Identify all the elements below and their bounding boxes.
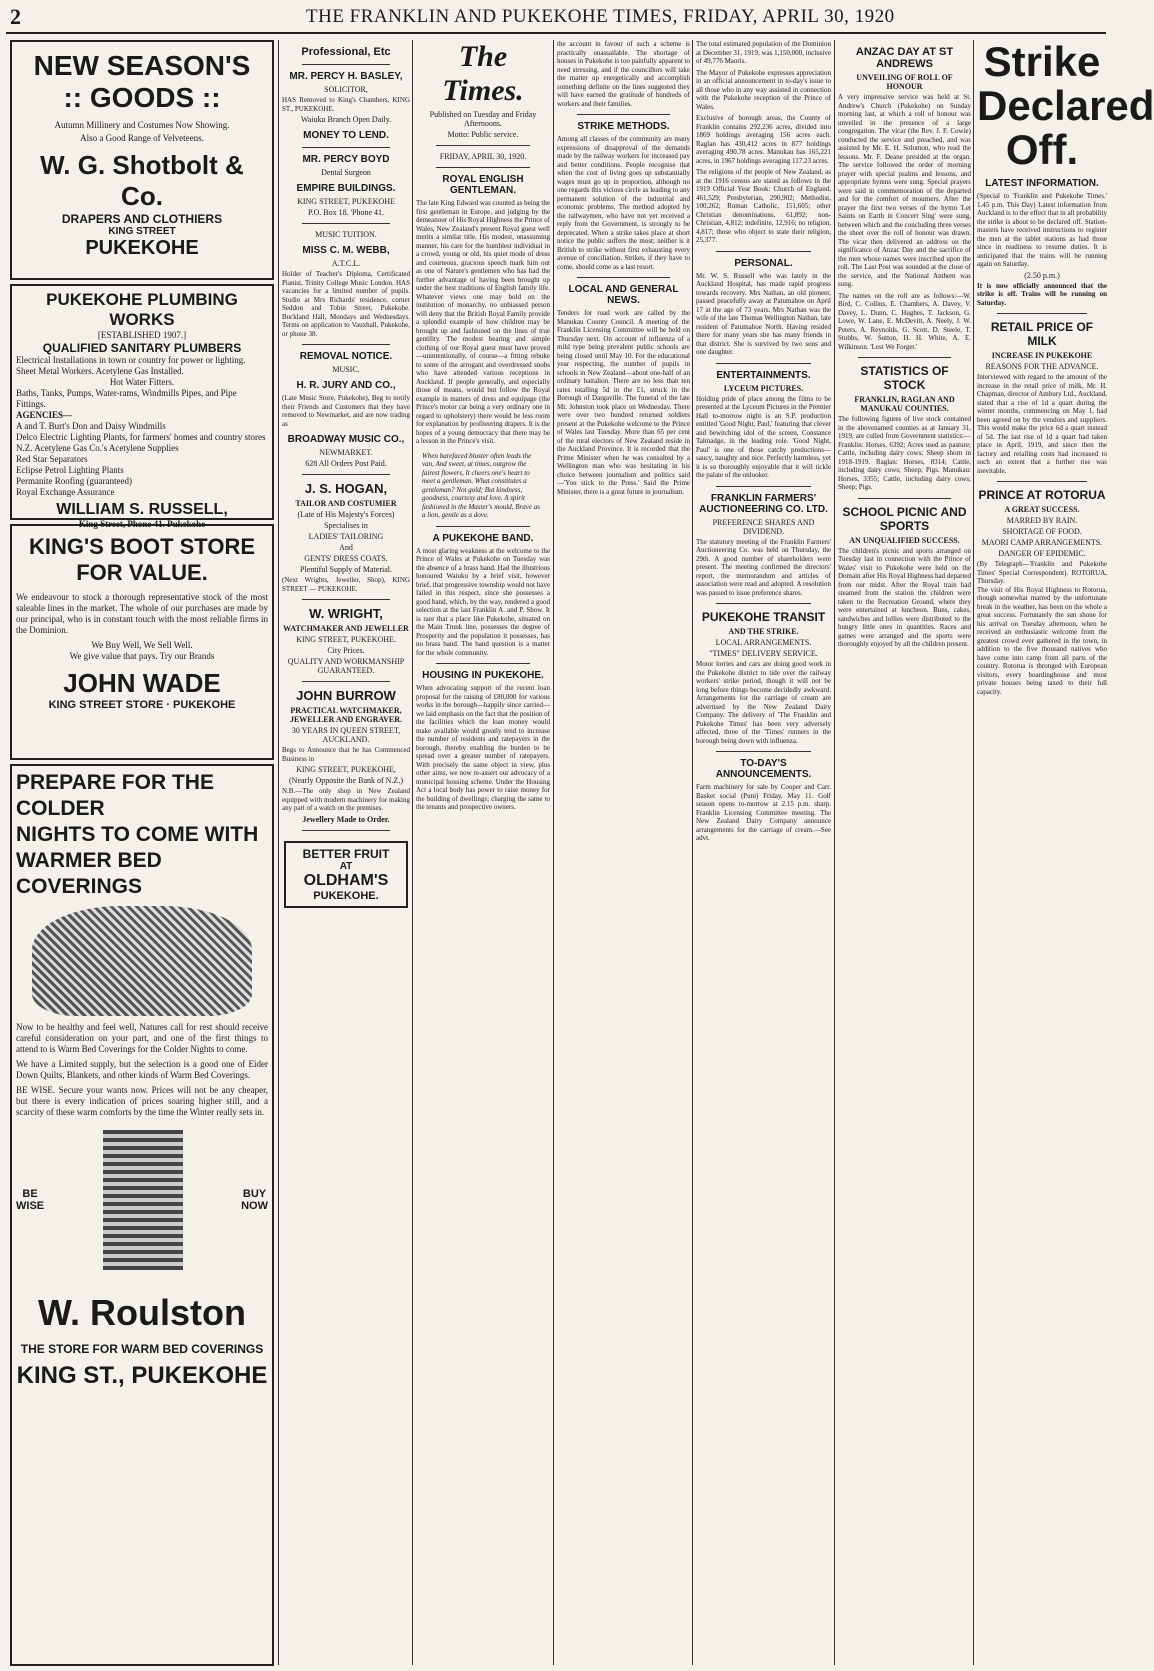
- ad-town: PUKEKOHE: [85, 237, 199, 259]
- article-body: The visit of His Royal Highness to Rotorua, though somewhat marred by the unfortunate break in the weather, has been on the whole a great success. Fortunately the sun shone for his arrival on Tuesday afternoon, when he received an enthusiastic welcome from the greatest crowd ever gathered in the town, in addition to the five thousand natives who have come into camp from all parts of the country. Rotorua is thronged with European visitors, every boardinghouse and most private houses being taxed to their full capacity.: [977, 585, 1107, 696]
- card-text: (Late of His Majesty's Forces): [297, 510, 395, 519]
- ad-plumbing-works: [10, 284, 274, 529]
- card-text: (Nearly Opposite the Bank of N.Z.): [289, 776, 403, 785]
- ad-text: Sheet Metal Workers. Acetylene Gas Installed.: [16, 366, 184, 376]
- ad-agencies-label: AGENCIES—: [16, 410, 73, 420]
- strike-headline: Off.: [1005, 126, 1079, 173]
- article-body: Farm machinery for sale by Cooper and Carr. Basket social (Puni) Friday, May 11. Golf season opens to-morrow at 2.15 p.m. sharp. Franklin Licensing Committee meeting. The New Zealand Dairy Company announce arrangements for the carriage of cream.—See advt.: [696, 783, 831, 842]
- article-subheading: PREFERENCE SHARES AND DIVIDEND.: [712, 517, 815, 536]
- strike-headline: Strike: [983, 38, 1101, 85]
- card-text: Specialises in: [324, 521, 368, 530]
- column-professional: [282, 40, 410, 1665]
- card-text: Plentiful Supply of Material.: [300, 565, 392, 574]
- card-label: MUSIC.: [332, 365, 360, 374]
- article-heading: STATISTICS OF STOCK: [860, 364, 949, 392]
- divider: [302, 344, 390, 345]
- ad-slogan: NOW: [241, 1200, 268, 1212]
- ad-agency: Red Star Separators: [16, 454, 88, 464]
- editorial-date: FRIDAY, APRIL 30, 1920.: [439, 152, 527, 161]
- ad-text: We Buy Well, We Sell Well.: [91, 640, 193, 650]
- ad-business-name: W. G. Shotbolt & Co.: [40, 150, 244, 211]
- card-text: Begs to Announce that he has Commenced Business in: [282, 746, 410, 763]
- ad-headline: :: GOODS ::: [63, 82, 221, 113]
- article-subheading: LYCEUM PICTURES.: [723, 383, 804, 393]
- column-advertisements: [8, 40, 276, 1665]
- article-heading: HOUSING IN PUKEKOHE.: [422, 670, 544, 681]
- article-body: The children's picnic and sports arranged on Tuesday last in connection with the Prince of Wales' visit to Pukekohe were held on the Domain after His Royal Highness had departed from our midst. After the Royal train had steamed from the station the children were taken to the Recreation Ground, where they were entertained at luncheon. Buns, cakes, sandwiches and lollies were distributed to the hungry little ones in quantities. Races and games were arranged and the sports were thoroughly enjoyed by all the children present.: [838, 546, 971, 648]
- article-heading: ENTERTAINMENTS.: [716, 369, 811, 381]
- article-body: Mr. W. S. Russell who was lately in the Auckland Hospital, has made rapid progress towards recovery. Mrs Nathan, an old pioneer, passed peacefully away at Patumahoe on April 17 at the age of 73 years. Mrs Nathan was the wife of the late Thomas Wellington Nathan, late resident of Patumahoe North. Having resided there for many years she has many friends in that district. She is survived by two sons and one daughter.: [696, 271, 831, 356]
- ad-address: KING ST., PUKEKOHE: [16, 1362, 268, 1389]
- editorial-title: The Times.: [442, 40, 524, 107]
- ad-shotbolt: [10, 40, 274, 280]
- article-body: The Mayor of Pukekohe expresses appreciation in an official announcement in to-day's issue to all those who in any way assisted in connection with the Pukekohe reception of the Prince of Wales.: [696, 68, 831, 111]
- column-editorial: [416, 40, 550, 1665]
- ad-business-name: OLDHAM'S: [303, 871, 389, 889]
- ad-established: [ESTABLISHED 1907.]: [97, 330, 187, 340]
- ad-text: Also a Good Range of Velveteens.: [80, 133, 204, 143]
- column-rule: [834, 40, 835, 1665]
- article-body: Interviewed with regard to the amount of the increase in the retail price of milk, Mr. H. Chapman, director of Ambury Ltd., Auckland, stated that a rise of 1d a quart during the winter months, commencing on May 1, had been agreed on by the vendors and suppliers. This would make the price 6d a quart instead of 5d. The last rise of 1d a quart had taken place in April, 1919, and since then the factory and retailing costs had increased to such an extent that a further rise was inevitable.: [977, 373, 1107, 475]
- motto: Motto: Public service.: [447, 130, 519, 139]
- ad-headline: WARMER BED COVERINGS: [16, 849, 162, 898]
- blankets-illustration: [103, 1130, 183, 1270]
- article-body: It is now officially announced that the strike is off. Trains will be running on Saturday.: [977, 281, 1107, 307]
- divider: [302, 599, 390, 600]
- article-body: A most glaring weakness at the welcome to the Prince of Wales at Pukekohe on Tuesday was the absence of a brass band. Had the illustrious honoured Waiuku by a brief visit, however brief, that progressive township would not have failed in this respect, since she possesses a good band, which, by the way, rendered a good selection at the last Franklin A. and P. Show. It is rare that a place like Pukekohe, situated on the Main Trunk line, possesses the degree of Prosperity and the population it possesses, has no brass band. The band question is a matter for the whole community.: [416, 546, 550, 657]
- divider: [302, 830, 390, 831]
- article-subheading: AND THE STRIKE.: [728, 627, 799, 636]
- strike-headline: Declared: [977, 82, 1154, 129]
- divider: [858, 498, 951, 499]
- ad-address: King Street, Phone 41. Pukekohe: [78, 519, 206, 529]
- article-dateline: (By Telegraph—'Franklin and Pukekohe Times' Special Correspondent). ROTORUA, Thursday.: [977, 560, 1107, 585]
- article-subheading: SHORTAGE OF FOOD.: [1002, 527, 1082, 536]
- article-heading: LOCAL AND GENERAL NEWS.: [568, 284, 679, 306]
- divider: [716, 363, 811, 364]
- ad-headline: NEW SEASON'S: [33, 50, 251, 81]
- column-news-1: [557, 40, 690, 1665]
- card-text: HAS Removed to King's Chambers, KING ST., PUKEKOHE.: [282, 96, 410, 113]
- article-heading: SCHOOL PICNIC AND SPORTS: [842, 504, 967, 533]
- article-heading: PUKEKOHE TRANSIT: [701, 610, 826, 624]
- ad-subhead: QUALIFIED SANITARY PLUMBERS: [42, 341, 242, 355]
- card-name: H. R. JURY AND CO.,: [296, 380, 396, 391]
- article-subheading: DANGER OF EPIDEMIC.: [998, 549, 1086, 558]
- ad-oldhams: [284, 841, 408, 908]
- card-title: SOLICITOR,: [324, 85, 368, 94]
- divider: [716, 251, 811, 252]
- divider: [716, 751, 811, 752]
- column-rule: [692, 40, 693, 1665]
- ad-tagline: THE STORE FOR WARM BED COVERINGS: [20, 1342, 264, 1356]
- divider: [716, 603, 811, 604]
- ad-text: Now to be healthy and feel well, Natures call for rest should receive careful consideration on your part, and one of the first things to attend to is Warm Bed Coverings for the Colder Nights to come.: [16, 1022, 268, 1054]
- article-subheading: LATEST INFORMATION.: [985, 178, 1099, 189]
- ad-slogan: BE: [22, 1188, 38, 1200]
- card-text: City Prices.: [327, 646, 365, 655]
- ad-business-name: W. Roulston: [38, 1292, 246, 1333]
- card-town: NEWMARKET.: [319, 448, 373, 457]
- ad-text: BETTER FRUIT: [302, 846, 390, 861]
- card-street: KING STREET, PUKEKOHE.: [296, 635, 396, 644]
- ad-agency: N.Z. Acetylene Gas Co.'s Acetylene Supplies: [16, 443, 179, 453]
- ad-agency: Permanite Roofing (guaranteed): [16, 476, 132, 486]
- article-heading: PERSONAL.: [734, 257, 793, 269]
- card-notice: MONEY TO LEND.: [303, 130, 389, 141]
- ad-headline: PREPARE FOR THE COLDER: [16, 771, 214, 820]
- card-text: And: [339, 543, 353, 552]
- ad-business-name: JOHN WADE: [63, 668, 221, 698]
- card-text: GENTS' DRESS COATS.: [304, 554, 388, 563]
- ad-text: We have a Limited supply, but the selection is a good one of Eider Down Quilts, Blankets, and other kinds of Warm Bed Coverings.: [16, 1059, 268, 1080]
- article-heading: FRANKLIN FARMERS' AUCTIONEERING CO. LTD.: [699, 492, 828, 515]
- card-text: 628 All Orders Post Paid.: [305, 459, 387, 468]
- divider: [858, 357, 951, 358]
- column-rule: [412, 40, 413, 1665]
- card-name: J. S. HOGAN,: [304, 481, 388, 496]
- ad-business-name: WILLIAM S. RUSSELL,: [56, 501, 228, 518]
- ad-slogan: WISE: [16, 1200, 45, 1212]
- ad-kings-boot-store: [10, 524, 274, 760]
- column-rule: [278, 40, 279, 1665]
- divider: [716, 486, 811, 487]
- divider: [302, 474, 390, 475]
- ad-text: We endeavour to stock a thorough representative stock of the most saleable lines in the market. The whole of our purchases are made by our principal, who is in constant touch with the most reliable firms in the Dominion.: [16, 592, 268, 635]
- article-body: Among all classes of the community are many expressions of disapproval of the demands made by the railway workers for increased pay and better conditions. People recognise that when the cost of living goes up substantially wages must go up in proportion, although no one regards this vicious circle as leading to any permanent solution of the industrial and economic problems. The method adopted by the railwaymen, who have not yet received a reply from the Government, is strongly to be deprecated. When a strike takes place at short notice the public suffers the most; neither is it British to strike without first exhausting every avenue of conciliation. Strikes, if they have to come, should come as a last resort.: [557, 135, 690, 271]
- card-text: (Late Music Store, Pukekohe), Beg to notify their Friends and Customers that they have removed to Newmarket, and are now trading as: [282, 394, 410, 428]
- article-body: the account in favour of such a scheme is practically unassailable. The shortage of houses in Pukekohe is too painfully apparent to need stressing, and if the councillors will take the matter up energetically and accomplish something definite on the lines suggested they will have earned the gratitude of hundreds of workers and their families.: [557, 40, 690, 108]
- divider: [577, 277, 670, 278]
- ad-street: KING STREET: [108, 226, 176, 237]
- divider: [436, 145, 530, 146]
- divider: [997, 481, 1087, 482]
- card-text: Waiuku Branch Open Daily.: [300, 115, 392, 124]
- card-text: LADIES' TAILORING: [308, 532, 384, 541]
- ad-agency: Delco Electric Lighting Plants, for farmers' homes and country stores: [16, 432, 266, 442]
- article-time: (2.50 p.m.): [1024, 270, 1060, 280]
- ad-headline: PUKEKOHE PLUMBING WORKS: [46, 290, 238, 329]
- article-heading: ROYAL ENGLISH GENTLEMAN.: [442, 174, 524, 196]
- card-name: MR. PERCY BOYD: [302, 154, 390, 165]
- ad-address: KING STREET STORE · PUKEKOHE: [48, 699, 236, 711]
- column-rule: [553, 40, 554, 1665]
- article-subheading: MAORI CAMP ARRANGEMENTS.: [981, 538, 1103, 547]
- ad-headline: NIGHTS TO COME WITH: [16, 823, 259, 846]
- ad-text: Baths, Tanks, Pumps, Water-rams, Windmills Pipes, and Pipe Fittings.: [16, 388, 237, 409]
- article-heading: RETAIL PRICE OF MILK: [990, 320, 1094, 348]
- card-text: Jewellery Made to Order.: [302, 814, 390, 824]
- page-number: 2: [10, 4, 21, 29]
- newspaper-title: THE FRANKLIN AND PUKEKOHE TIMES, FRIDAY, APRIL 30, 1920: [306, 6, 895, 27]
- card-address: (Next Wrights, Jeweller, Shop), KING STREET — PUKEKOHE.: [282, 576, 410, 593]
- card-label: MUSIC TUITION.: [315, 230, 377, 239]
- column-news-4: [977, 38, 1154, 1665]
- ad-text: Autumn Millinery and Costumes Now Showing.: [54, 120, 230, 130]
- article-subheading: A GREAT SUCCESS.: [1004, 505, 1080, 514]
- divider: [302, 223, 390, 224]
- article-subheading: UNVEILING OF ROLL OF HONOUR: [856, 73, 953, 91]
- article-heading: A PUKEKOHE BAND.: [432, 532, 534, 544]
- article-body: The religions of the people of New Zealand, as at the 1916 census are stated as follows in the 1919 Official Year Book: Church of England, 461,529; Presbyterian, 290,902; Methodist, 100,262; Roman Catholic, 151,605; other Christian denominations, 61,892; non-Christian, 4,812; indefinite, 12,916; no religion, 4,817; those who object to state their religion, 25,377.: [696, 168, 831, 244]
- divider: [577, 114, 670, 115]
- article-body: The total estimated population of the Dominion at December 31, 1919, was 1,150,000, inclusive of 49,776 Maoris.: [696, 40, 831, 65]
- card-name: MR. PERCY H. BASLEY,: [289, 71, 403, 82]
- ad-headline: FOR VALUE.: [76, 560, 208, 585]
- card-label: REMOVAL NOTICE.: [299, 351, 393, 362]
- column-news-3: [838, 40, 971, 1665]
- article-body: Exclusive of borough areas, the County of Franklin contains 292,236 acres, divided into 1869 holdings averaging 156 acres each. Raglan has 430,412 acres in 877 holdings averaging 490.78 acres. Manukau has 165,221 acres, in 1967 holdings averaging 117.23 acres.: [696, 114, 831, 165]
- card-contact: P.O. Box 18. 'Phone 41.: [307, 208, 385, 217]
- card-street: KING STREET, PUKEKOHE,: [296, 765, 396, 774]
- column-rule: [973, 40, 974, 1665]
- divider: [302, 64, 390, 65]
- article-subheading: MARRED BY RAIN.: [1006, 516, 1078, 525]
- article-subheading: INCREASE IN PUKEKOHE: [991, 351, 1093, 360]
- card-trade: WATCHMAKER AND JEWELLER: [283, 624, 409, 633]
- card-trade: TAILOR AND COSTUMIER: [295, 499, 397, 508]
- card-street: KING STREET, PUKEKOHE: [297, 197, 395, 206]
- ad-agency: Eclipse Petrol Lighting Plants: [16, 465, 124, 475]
- article-subheading: FRANKLIN, RAGLAN AND MANUKAU COUNTIES.: [854, 395, 955, 413]
- article-body: The following figures of live stock contained in the abovenamed counties as at January 31, 1919, are culled from Government statistics:—Franklin: Horses, 6392; Acres used as pasture; Cattle, including dairy cows; Sheep shorn in 1918-1919. Raglan: Horses, 8314; Cattle, including dairy cows; Sheep; Pigs. Manukau: Horses, 3355; Cattle, including dairy cows; Sheep; Pigs.: [838, 415, 971, 491]
- card-text: 30 YEARS IN QUEEN STREET, AUCKLAND.: [291, 726, 401, 744]
- article-body: A very impressive service was held at St. Andrew's Church (Pukekohe) on Sunday morning last, at which a roll of honour was unveiled in the presence of a large congregation. The vicar (the Rev. J. F. Cowie) conducted the service and preached, and was assisted by Mr. E. H. Solomon, who read the lessons. Mr. F. Deane presided at the organ. The service followed the order of morning prayer with special psalms and lessons, and appropriate hymns were sung. Special prayers were said in commemoration of the departed and for the comfort of mourners. After the prayer the first two verses of the hymn 'Let Saints on Earth in Concert Sing' were sung, between which and the concluding three verses the sheet over the roll of honour was drawn. The vicar then delivered an address on the significance of Anzac Day and the sacrifice of the men whose names were inscribed upon the roll. The Last Post was sounded at the close of the service, and the National Anthem was sung.: [838, 93, 971, 288]
- article-heading: TO-DAY'S ANNOUNCEMENTS.: [715, 758, 812, 780]
- publication-note: Published on Tuesday and Friday Afternoons.: [429, 110, 537, 128]
- article-body: Holding pride of place among the films to be presented at the Lyceum Pictures in the Premier Hall to-morrow night is an S.P. production entitled 'Good Night, Paul,' featuring that clever and bewitching idol of the screen, Constance Talmadge, in the leading role. 'Good Night, Paul' is one of those catchy productions—saucy, naughty and nice. Perfectly harmless, yet it is so thoroughly enjoyable that it will tickle the palate of the onlooker.: [696, 394, 831, 479]
- article-body: Tenders for road work are called by the Manukau County Council. A meeting of the Franklin Licensing Committee will be held on Thursday next. On account of influenza of a mild type being prevalent public schools are being closed until May 10. For the educational year respecting, the number of pupils in schools in New Zealand—about one-half of an ordinary battalion. There are no less than ten rates totalling 5d in the £1, struck in the Borough of Dargaville. The funeral of the late Mr. Johnston took place on Wednesday. There were over two hundred returned soldiers present at the Pukekohe welcome to the Prince of Wales last Tuesday. More than 65 per cent of the rural electors of New Zealand reside in the Auckland Province. It is recorded that the Prime Minister when he was consulted by a Wellington man who was hesitating in his choice between journalism and politics said—'You stick to the Press.' Said the Prime Minister, there is a great future in journalism.: [557, 309, 690, 496]
- article-heading: ANZAC DAY AT ST ANDREWS: [855, 46, 954, 70]
- article-subheading: AN UNQUALIFIED SUCCESS.: [849, 535, 960, 545]
- article-body: The statutory meeting of the Franklin Farmers' Auctioneering Co. was held on Thursday, the 29th. A good number of shareholders were present. The meeting confirmed the directors' report, the memorandum and articles of association were read and adopted. A resolution was passed to issue preference shares.: [696, 537, 831, 597]
- divider: [997, 313, 1087, 314]
- ad-text: Electrical Installations in town or country for power or lighting.: [16, 355, 246, 365]
- ad-text: Hot Water Fitters.: [109, 377, 175, 387]
- article-body: Motor lorries and cars are doing good work in the Pukekohe district to tide over the railway workers' strike period, though it will not be long before things become decidedly awkward. Arrangements for the carriage of cream are advertised by the New Zealand Dairy Company. The delivery of 'The Franklin and Pukekohe Times' has been very adversely affected, three of the 'Times' runners in the borough being down with influenza.: [696, 660, 831, 745]
- ad-text: AT: [339, 860, 353, 872]
- section-heading: Professional, Etc: [301, 46, 391, 58]
- article-body: The late King Edward was counted as being the first gentleman in Europe, and judging by the demeanour of His Royal Highness the Prince of Wales, New Zealand's present Royal guest well merits a similar title. His modest, unassuming manner, his care for the humblest individual in a crowd, young or old, his quiet mode of dress and courteous, gracious speech mark him out as one of Nature's gentlemen who has had the further advantage of having been brought up under the best traditions of English family life. Whatever views one may hold on the institution of monarchy, no unbiassed person will deny that the British Royal Family provide a splendid example of how children may be brought up and fashioned on the lines of true gentility. The modest bearing and simple clothing of our Royal guest must have proved—unintentionally, of course—a fitting rebuke to some of the arrogant and overdressed snobs who have attended various receptions in Auckland. If people generally, and especially those of means, would but follow the Royal example in matters of dress and equipage (the Prince's motor car being a very ordinary one in regard to upholstery) there would be less room for explanation by profiteering drapers. It is the hopes of a young democracy that there may be a lesson in the Prince's visit.: [416, 199, 550, 445]
- divider: [436, 167, 530, 168]
- article-body: (Special to 'Franklin and Pukekohe Times.' 1.45 p.m. This Day) Latest information from Auckland is to the effect that in all probability the strike is about to be declared off. Station-masters have received instructions to register the men at the tablet stations as had those since in readiness to resume duties. It is anticipated that the trains will be running again on Saturday.: [977, 192, 1107, 268]
- card-text: QUALITY AND WORKMANSHIP GUARANTEED.: [287, 657, 405, 675]
- card-degree: A.T.C.L.: [331, 259, 361, 268]
- card-title: Dental Surgeon: [321, 168, 371, 177]
- ad-town: PUKEKOHE.: [313, 889, 379, 902]
- card-name: MISS C. M. WEBB,: [302, 245, 390, 256]
- card-text: Holder of Teacher's Diploma, Certificated Pianist, Trinity College Music London. HAS vacancies for a limited number of pupils. Studio at Mrs Richards' residence, corner Seddon and Tobin Street, Pukekohe. Buckland Hall, Mondays and Wednesdays. Terms on application to Vauxhall, Pukekohe, or phone 38.: [282, 270, 410, 338]
- ad-roulston: [10, 764, 274, 1666]
- divider: [436, 663, 530, 664]
- card-building: EMPIRE BUILDINGS.: [296, 183, 396, 194]
- card-trade: PRACTICAL WATCHMAKER, JEWELLER AND ENGRAVER.: [289, 706, 403, 724]
- article-heading: PRINCE AT ROTORUA: [978, 488, 1106, 502]
- divider: [436, 526, 530, 527]
- divider: [302, 681, 390, 682]
- card-text: N.B.—The only shop in New Zealand equipped with modern machinery for making any part of a watch on the premises.: [282, 787, 410, 812]
- poem: When barefaced bluster often leads the van, And sweet, at times, outgrow the fairest flowers, It cheers one's heart to meet a gentleman. What constitutes a gentleman? Not gold; But kindness, goodness, courtesy and love. A spirit fashioned in the Master's mould, Brave as a lion, gentle as a dove.: [422, 451, 540, 519]
- article-subheading: LOCAL ARRANGEMENTS.: [715, 638, 812, 647]
- ad-agency: A and T. Burt's Don and Daisy Windmills: [16, 421, 166, 431]
- article-body: When advocating support of the recent loan proposal for the raising of £80,000 for various works in the borough—happily since carried—we laid emphasis on the fact that the position of the facilities which the loan money would make available would greatly tend to increase the number of residents and ratepayers in the borough, thereby enabling the burden to be spread over a greater number of ratepayers. With precisely the same object in view, plus other aims, we now re-assert our advocacy of a municipal housing scheme. Under the Housing Act a local body has power to raise money for the building of dwellings; charging the same to the tenants and prospective owners.: [416, 684, 550, 811]
- card-name: JOHN BURROW: [296, 688, 396, 703]
- divider: [302, 147, 390, 148]
- article-heading: STRIKE METHODS.: [577, 121, 670, 132]
- article-subheading: REASONS FOR THE ADVANCE.: [985, 362, 1099, 371]
- ad-trade: DRAPERS AND CLOTHIERS: [61, 212, 223, 226]
- article-body: The names on the roll are as follows:—W. Bird, C. Collins, E. Chambers, A. Davey, V. Davey, L. Dunn, C. Hughes, T. Jackson, G. Lowe, W. Lane, E. McDevitt, A. Neely, J. W. Peters, A. Reynolds, G. Scott, D. Steele, T. Stubbs, W. Sutton, H. H. White, A. E. Wilkinson. 'Lest We Forget.': [838, 291, 971, 351]
- ad-text: We give value that pays. Try our Brands: [69, 651, 215, 661]
- column-news-2: [696, 40, 831, 1665]
- card-firm: BROADWAY MUSIC CO.,: [287, 434, 405, 445]
- card-name: W. WRIGHT,: [309, 606, 383, 621]
- quilt-illustration: [32, 906, 252, 1016]
- ad-text: BE WISE. Secure your wants now. Prices will not be any cheaper, but there is every indication of prices soaring higher still, and a scarcity of these warm comforts by the time the Winter really sets in.: [16, 1085, 268, 1117]
- masthead: [6, 2, 1106, 34]
- article-subheading: "TIMES" DELIVERY SERVICE.: [709, 649, 818, 658]
- ad-headline: KING'S BOOT STORE: [28, 534, 256, 559]
- ad-slogan: BUY: [242, 1188, 267, 1200]
- ad-agency: Royal Exchange Assurance: [16, 487, 115, 497]
